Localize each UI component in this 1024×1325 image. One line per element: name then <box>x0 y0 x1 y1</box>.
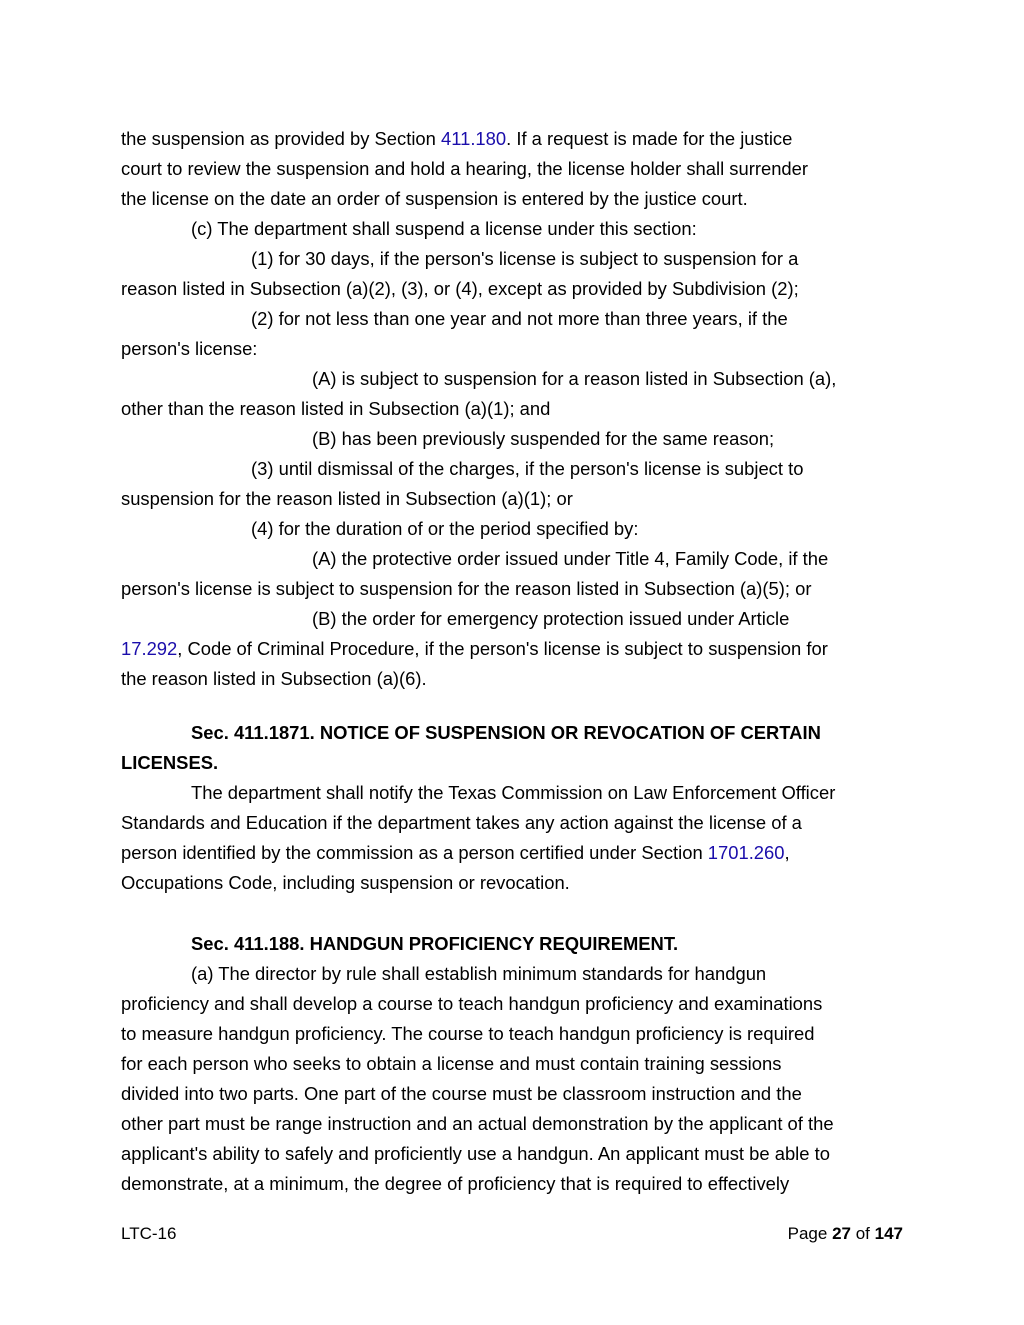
text-line: (a) The director by rule shall establish minimum standards for handgun <box>191 963 767 984</box>
text-line <box>121 838 790 868</box>
text-line: (3) until dismissal of the charges, if the person's license is subject to <box>251 458 804 479</box>
text-line: the reason listed in Subsection (a)(6). <box>121 668 427 689</box>
text-line: The department shall notify the Texas Commission on Law Enforcement Officer <box>191 782 836 803</box>
text-line <box>121 634 828 664</box>
text-line: (2) for not less than one year and not more than three years, if the <box>251 308 788 329</box>
text-segment: the suspension as provided by Section <box>121 128 441 149</box>
section-heading: LICENSES. <box>121 752 219 773</box>
text-line <box>121 124 792 154</box>
text-line: person's license: <box>121 338 258 359</box>
text-line: for each person who seeks to obtain a license and must contain training sessions <box>121 1053 782 1074</box>
text-line: applicant's ability to safely and proficiently use a handgun. An applicant must be able to <box>121 1143 830 1164</box>
text-line: (4) for the duration of or the period specified by: <box>251 518 639 539</box>
text-line: Occupations Code, including suspension or revocation. <box>121 872 570 893</box>
page-current: 27 <box>832 1224 851 1243</box>
text-segment: person identified by the commission as a person certified under Section <box>121 842 708 863</box>
text-line: (1) for 30 days, if the person's license is subject to suspension for a <box>251 248 799 269</box>
page-label: Page <box>787 1224 833 1243</box>
text-line: the license on the date an order of suspension is entered by the justice court. <box>121 188 748 209</box>
page-of-label: of <box>851 1224 875 1243</box>
section-heading: Sec. 411.188. HANDGUN PROFICIENCY REQUIREMENT. <box>191 933 679 954</box>
section-heading: Sec. 411.1871. NOTICE OF SUSPENSION OR REVOCATION OF CERTAIN <box>191 722 821 743</box>
text-segment: , Code of Criminal Procedure, if the person's license is subject to suspension for <box>177 638 828 659</box>
page-total: 147 <box>874 1224 903 1243</box>
text-line: (A) is subject to suspension for a reason listed in Subsection (a), <box>312 368 837 389</box>
footer-doc-id: LTC-16 <box>121 1224 177 1243</box>
text-line: person's license is subject to suspension for the reason listed in Subsection (a)(5); or <box>121 578 812 599</box>
text-line: demonstrate, at a minimum, the degree of proficiency that is required to effectively <box>121 1173 790 1194</box>
text-line: suspension for the reason listed in Subsection (a)(1); or <box>121 488 573 509</box>
text-segment: . If a request is made for the justice <box>506 128 793 149</box>
text-line: to measure handgun proficiency. The course to teach handgun proficiency is required <box>121 1023 815 1044</box>
section-link-411-180[interactable]: 411.180 <box>441 128 507 149</box>
text-segment: , <box>784 842 790 863</box>
text-line: Standards and Education if the department takes any action against the license of a <box>121 812 802 833</box>
text-line: reason listed in Subsection (a)(2), (3), or (4), except as provided by Subdivision (2); <box>121 278 799 299</box>
text-line: proficiency and shall develop a course to teach handgun proficiency and examinations <box>121 993 823 1014</box>
text-line: court to review the suspension and hold a hearing, the license holder shall surrender <box>121 158 808 179</box>
footer-page-number <box>788 1221 903 1247</box>
text-line: (c) The department shall suspend a license under this section: <box>191 218 697 239</box>
text-line: (A) the protective order issued under Title 4, Family Code, if the <box>312 548 829 569</box>
text-line: (B) has been previously suspended for the same reason; <box>312 428 775 449</box>
text-line: (B) the order for emergency protection issued under Article <box>312 608 790 629</box>
section-link-1701-260[interactable]: 1701.260 <box>707 842 785 863</box>
text-line: other part must be range instruction and an actual demonstration by the applicant of the <box>121 1113 834 1134</box>
article-link-17-292[interactable]: 17.292 <box>121 638 178 659</box>
text-line: other than the reason listed in Subsection (a)(1); and <box>121 398 551 419</box>
text-line: divided into two parts. One part of the course must be classroom instruction and the <box>121 1083 802 1104</box>
